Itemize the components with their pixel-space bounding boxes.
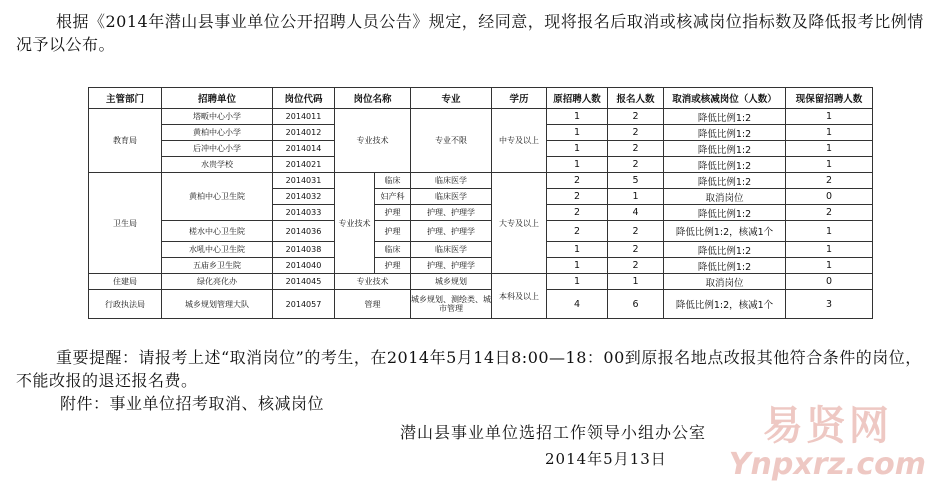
header-cell: 专业	[411, 88, 492, 109]
applicant-count-cell: 2	[608, 157, 664, 173]
job-cell: 专业技术	[335, 109, 411, 173]
header-cell: 报名人数	[608, 88, 664, 109]
action-cell: 降低比例1:2，核减1个	[664, 221, 786, 242]
watermark-text-cn: 易贤网	[762, 403, 892, 449]
applicant-count-cell: 6	[608, 290, 664, 319]
orig-count-cell: 1	[547, 274, 608, 290]
sub-job-cell: 护理	[375, 221, 411, 242]
orig-count-cell: 2	[547, 221, 608, 242]
major-cell: 专业不限	[411, 109, 492, 173]
header-cell: 招聘单位	[162, 88, 273, 109]
orig-count-cell: 1	[547, 242, 608, 258]
applicant-count-cell: 2	[608, 242, 664, 258]
dept-cell: 教育局	[89, 109, 162, 173]
keep-count-cell: 1	[786, 258, 873, 274]
code-cell: 2014012	[273, 125, 335, 141]
header-cell: 岗位名称	[335, 88, 411, 109]
issuing-organization: 潜山县事业单位选招工作领导小组办公室	[400, 423, 707, 442]
action-cell: 降低比例1:2	[664, 125, 786, 141]
orig-count-cell: 1	[547, 157, 608, 173]
action-cell: 降低比例1:2	[664, 258, 786, 274]
action-cell: 降低比例1:2	[664, 173, 786, 189]
applicant-count-cell: 1	[608, 189, 664, 205]
table-header-row	[89, 88, 873, 109]
header-cell: 现保留招聘人数	[786, 88, 873, 109]
code-cell: 2014045	[273, 274, 335, 290]
code-cell: 2014033	[273, 205, 335, 221]
code-cell: 2014031	[273, 173, 335, 189]
code-cell: 2014040	[273, 258, 335, 274]
dept-cell: 卫生局	[89, 173, 162, 274]
orig-count-cell: 2	[547, 173, 608, 189]
action-cell: 取消岗位	[664, 189, 786, 205]
unit-cell: 后冲中心小学	[162, 141, 273, 157]
code-cell: 2014021	[273, 157, 335, 173]
keep-count-cell: 1	[786, 221, 873, 242]
action-cell: 降低比例1:2，核减1个	[664, 290, 786, 319]
header-cell: 主管部门	[89, 88, 162, 109]
table-row	[89, 258, 873, 274]
dept-cell: 住建局	[89, 274, 162, 290]
table-row	[89, 274, 873, 290]
applicant-count-cell: 5	[608, 173, 664, 189]
orig-count-cell: 1	[547, 125, 608, 141]
education-cell: 中专及以上	[492, 109, 547, 173]
sub-job-cell: 护理	[375, 205, 411, 221]
watermark-logo	[729, 404, 926, 482]
orig-count-cell: 2	[547, 189, 608, 205]
applicant-count-cell: 4	[608, 205, 664, 221]
keep-count-cell: 1	[786, 242, 873, 258]
code-cell: 2014014	[273, 141, 335, 157]
job-cell: 专业技术	[335, 274, 411, 290]
keep-count-cell: 1	[786, 157, 873, 173]
header-cell: 原招聘人数	[547, 88, 608, 109]
keep-count-cell: 1	[786, 109, 873, 125]
table-row	[89, 173, 873, 189]
keep-count-cell: 3	[786, 290, 873, 319]
applicant-count-cell: 2	[608, 258, 664, 274]
orig-count-cell: 2	[547, 205, 608, 221]
header-cell: 取消或核减岗位（人数）	[664, 88, 786, 109]
applicant-count-cell: 2	[608, 125, 664, 141]
table-row	[89, 242, 873, 258]
dept-cell: 行政执法局	[89, 290, 162, 319]
unit-cell: 城乡规划管理大队	[162, 290, 273, 319]
watermark-text-en: Ynpxrz.com	[728, 447, 926, 482]
applicant-count-cell: 2	[608, 141, 664, 157]
intro-paragraph: 根据《2014年潜山县事业单位公开招聘人员公告》规定，经同意，现将报名后取消或核减岗位指标数及降低报考比例情况予以公布。	[16, 12, 924, 54]
job-cell: 专业技术	[335, 173, 375, 274]
sub-job-cell: 护理	[375, 258, 411, 274]
job-cell: 管理	[335, 290, 411, 319]
keep-count-cell: 1	[786, 125, 873, 141]
orig-count-cell: 1	[547, 141, 608, 157]
table-row	[89, 290, 873, 319]
major-cell: 护理、护理学	[411, 258, 492, 274]
code-cell: 2014057	[273, 290, 335, 319]
action-cell: 降低比例1:2	[664, 205, 786, 221]
keep-count-cell: 2	[786, 205, 873, 221]
major-cell: 城乡规划、测绘类、城市管理	[411, 290, 492, 319]
orig-count-cell: 1	[547, 258, 608, 274]
orig-count-cell: 4	[547, 290, 608, 319]
unit-cell: 塔畈中心小学	[162, 109, 273, 125]
applicant-count-cell: 2	[608, 109, 664, 125]
table-row	[89, 109, 873, 125]
code-cell: 2014032	[273, 189, 335, 205]
table-row	[89, 221, 873, 242]
sub-job-cell: 妇产科	[375, 189, 411, 205]
major-cell: 护理、护理学	[411, 221, 492, 242]
header-cell: 岗位代码	[273, 88, 335, 109]
education-cell: 大专及以上	[492, 173, 547, 274]
unit-cell: 五庙乡卫生院	[162, 258, 273, 274]
action-cell: 取消岗位	[664, 274, 786, 290]
applicant-count-cell: 2	[608, 221, 664, 242]
header-cell: 学历	[492, 88, 547, 109]
keep-count-cell: 1	[786, 141, 873, 157]
major-cell: 临床医学	[411, 242, 492, 258]
sub-job-cell: 临床	[375, 173, 411, 189]
code-cell: 2014011	[273, 109, 335, 125]
education-cell: 本科及以上	[492, 274, 547, 319]
action-cell: 降低比例1:2	[664, 242, 786, 258]
keep-count-cell: 0	[786, 274, 873, 290]
major-cell: 护理、护理学	[411, 205, 492, 221]
unit-cell: 水吼中心卫生院	[162, 242, 273, 258]
unit-cell: 槎水中心卫生院	[162, 221, 273, 242]
action-cell: 降低比例1:2	[664, 109, 786, 125]
code-cell: 2014038	[273, 242, 335, 258]
action-cell: 降低比例1:2	[664, 157, 786, 173]
unit-cell: 绿化亮化办	[162, 274, 273, 290]
unit-cell: 黄柏中心卫生院	[162, 173, 273, 221]
attachment-line: 附件：事业单位招考取消、核减岗位	[60, 394, 325, 413]
keep-count-cell: 0	[786, 189, 873, 205]
applicant-count-cell: 1	[608, 274, 664, 290]
issue-date: 2014年5月13日	[545, 450, 667, 468]
unit-cell: 水贵学校	[162, 157, 273, 173]
action-cell: 降低比例1:2	[664, 141, 786, 157]
unit-cell: 黄柏中心小学	[162, 125, 273, 141]
major-cell: 临床医学	[411, 173, 492, 189]
major-cell: 临床医学	[411, 189, 492, 205]
job-adjustment-table	[88, 87, 873, 319]
code-cell: 2014036	[273, 221, 335, 242]
important-notice: 重要提醒：请报考上述“取消岗位”的考生，在2014年5月14日8:00—18：00到原报名地点改报其他符合条件的岗位，不能改报的退还报名费。	[16, 348, 922, 390]
major-cell: 城乡规划	[411, 274, 492, 290]
keep-count-cell: 2	[786, 173, 873, 189]
sub-job-cell: 临床	[375, 242, 411, 258]
orig-count-cell: 1	[547, 109, 608, 125]
